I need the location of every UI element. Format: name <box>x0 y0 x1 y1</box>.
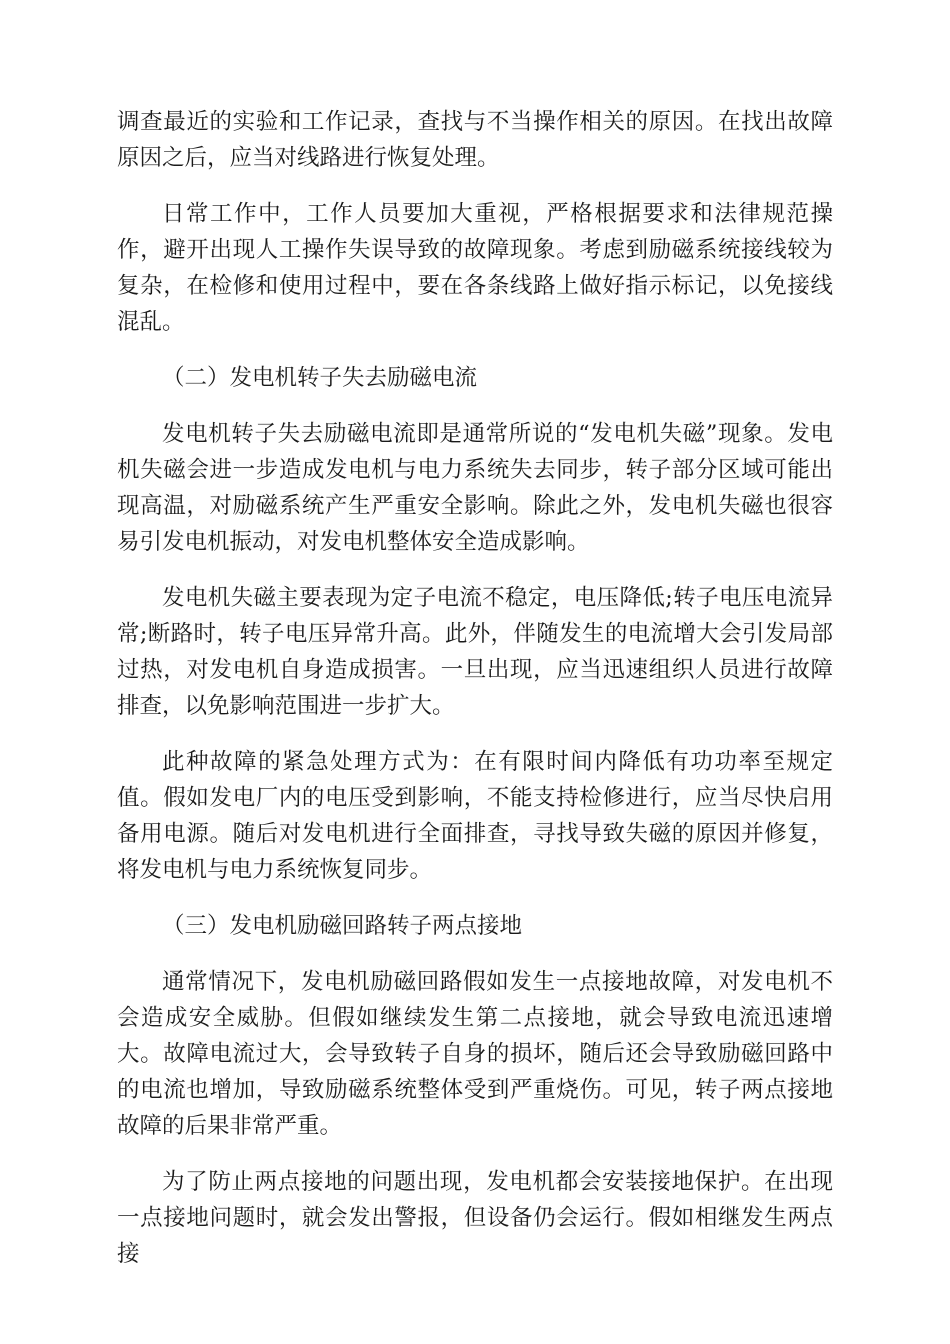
section-heading-2: （二）发电机转子失去励磁电流 <box>162 365 478 391</box>
paragraph-daily-work: 日常工作中，工作人员要加大重视，严格根据要求和法律规范操作，避开出现人工操作失误导致的故障现象。考虑到励磁系统接线较为复杂，在检修和使用过程中，要在各条线路上做好指示标记，以免接线混乱。 <box>117 201 833 335</box>
paragraph-continuation: 调查最近的实验和工作记录，查找与不当操作相关的原因。在找出故障原因之后，应当对线路进行恢复处理。 <box>117 109 833 171</box>
document-body <box>117 104 833 1292</box>
section-heading-3: （三）发电机励磁回路转子两点接地 <box>162 913 523 939</box>
paragraph-symptoms: 发电机失磁主要表现为定子电流不稳定，电压降低;转子电压电流异常;断路时，转子电压异常升高。此外，伴随发生的电流增大会引发局部过热，对发电机自身造成损害。一旦出现，应当迅速组织人员进行故障排查，以免影响范围进一步扩大。 <box>117 585 833 719</box>
paragraph-two-point-ground: 通常情况下，发电机励磁回路假如发生一点接地故障，对发电机不会造成安全威胁。但假如继续发生第二点接地，就会导致电流迅速增大。故障电流过大，会导致转子自身的损坏，随后还会导致励磁回路中的电流也增加，导致励磁系统整体受到严重烧伤。可见，转子两点接地故障的后果非常严重。 <box>117 969 833 1139</box>
paragraph-ground-protection: 为了防止两点接地的问题出现，发电机都会安装接地保护。在出现一点接地问题时，就会发出警报，但设备仍会运行。假如相继发生两点接 <box>117 1169 833 1267</box>
paragraph-emergency-handling: 此种故障的紧急处理方式为：在有限时间内降低有功功率至规定值。假如发电厂内的电压受到影响，不能支持检修进行，应当尽快启用备用电源。随后对发电机进行全面排查，寻找导致失磁的原因并修复，将发电机与电力系统恢复同步。 <box>117 749 833 883</box>
paragraph-loss-of-excitation: 发电机转子失去励磁电流即是通常所说的“发电机失磁”现象。发电机失磁会进一步造成发电机与电力系统失去同步，转子部分区域可能出现高温，对励磁系统产生严重安全影响。除此之外，发电机失磁也很容易引发电机振动，对发电机整体安全造成影响。 <box>117 421 833 555</box>
